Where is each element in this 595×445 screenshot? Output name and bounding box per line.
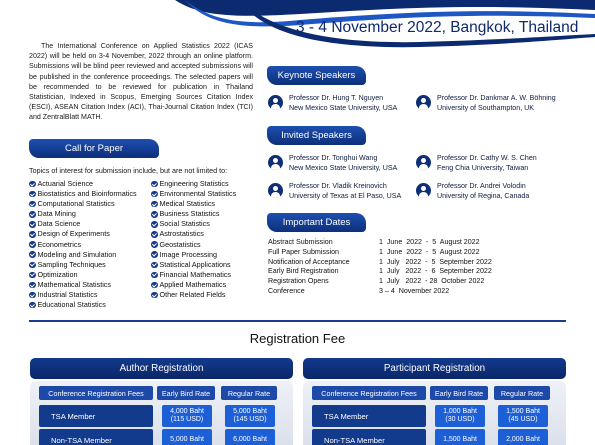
speaker-name: Professor Dr. Vladik Kreinovich xyxy=(289,182,387,190)
topic-item: Applied Mathematics xyxy=(151,280,236,290)
topic-item: Data Mining xyxy=(29,209,137,219)
check-icon xyxy=(29,231,36,238)
check-icon xyxy=(151,262,158,269)
topic-item: Actuarial Science xyxy=(29,179,137,189)
topic-item: Optimization xyxy=(29,270,137,280)
invited-speaker xyxy=(416,182,529,201)
invited-speaker xyxy=(416,154,537,173)
row-label-tsa-member: TSA Member xyxy=(312,405,426,427)
topic-item: Data Science xyxy=(29,219,137,229)
conference-date-location: 3 - 4 November 2022, Bangkok, Thailand xyxy=(296,19,579,36)
speaker-affiliation: Feng Chia University, Taiwan xyxy=(437,163,529,172)
check-icon xyxy=(29,282,36,289)
speaker-affiliation: New Mexico State University, USA xyxy=(289,163,398,172)
important-dates-table xyxy=(268,238,492,297)
person-icon xyxy=(268,155,283,170)
check-icon xyxy=(151,251,158,258)
topic-item: Sampling Techniques xyxy=(29,260,137,270)
section-divider xyxy=(29,320,566,322)
early-bird-fee: 1,000 Baht (30 USD) xyxy=(435,405,485,427)
date-row: Conference 3 – 4 November 2022 xyxy=(268,286,450,295)
speaker-affiliation: University of Regina, Canada xyxy=(437,191,530,200)
speaker-name: Professor Dr. Tonghui Wang xyxy=(289,154,378,162)
keynote-speaker xyxy=(416,94,556,113)
topic-item: Image Processing xyxy=(151,250,236,260)
check-icon xyxy=(29,201,36,208)
person-icon xyxy=(416,95,431,110)
topic-item: Business Statistics xyxy=(151,209,236,219)
topic-item: Educational Statistics xyxy=(29,300,137,310)
topic-item: Other Related Fields xyxy=(151,290,236,300)
topic-item: Environmental Statistics xyxy=(151,189,236,199)
check-icon xyxy=(151,272,158,279)
topic-item: Biostatistics and Bioinformatics xyxy=(29,189,137,199)
col-header-early-bird: Early Bird Rate xyxy=(430,386,488,400)
check-icon xyxy=(29,272,36,279)
check-icon xyxy=(29,251,36,258)
regular-fee: 2,000 Baht xyxy=(498,429,548,445)
author-fee-table xyxy=(30,381,293,445)
col-header-fees: Conference Registration Fees xyxy=(312,386,426,400)
check-icon xyxy=(151,231,158,238)
topic-item: Mathematical Statistics xyxy=(29,280,137,290)
topics-list-right xyxy=(151,179,236,300)
regular-fee: 6,000 Baht xyxy=(225,429,275,445)
early-bird-fee: 1,500 Baht xyxy=(435,429,485,445)
check-icon xyxy=(151,241,158,248)
speaker-affiliation: University of Southampton, UK xyxy=(437,103,534,112)
person-icon xyxy=(416,183,431,198)
author-registration-heading: Author Registration xyxy=(30,358,293,379)
row-label-non-tsa-member: Non-TSA Member xyxy=(312,429,426,445)
early-bird-fee: 5,000 Baht xyxy=(162,429,212,445)
speaker-affiliation: New Mexico State University, USA xyxy=(289,103,398,112)
check-icon xyxy=(151,191,158,198)
topic-item: Modeling and Simulation xyxy=(29,250,137,260)
topic-item: Computational Statistics xyxy=(29,199,137,209)
participant-registration-heading: Participant Registration xyxy=(303,358,566,379)
col-header-early-bird: Early Bird Rate xyxy=(157,386,215,400)
person-icon xyxy=(268,183,283,198)
topic-item: Medical Statistics xyxy=(151,199,236,209)
topic-item: Design of Experiments xyxy=(29,229,137,239)
speaker-name: Professor Dr. Cathy W. S. Chen xyxy=(437,154,537,162)
speaker-name: Professor Dr. Andrei Volodin xyxy=(437,182,526,190)
regular-fee: 5,000 Baht (145 USD) xyxy=(225,405,275,427)
check-icon xyxy=(151,221,158,228)
check-icon xyxy=(29,211,36,218)
invited-speakers-heading: Invited Speakers xyxy=(267,126,366,145)
date-row: Registration Opens 1 July 2022 - 28 October 2022 xyxy=(268,277,485,286)
check-icon xyxy=(29,262,36,269)
date-row: Early Bird Registration 1 July 2022 - 6 September 2022 xyxy=(268,267,492,276)
row-label-tsa-member: TSA Member xyxy=(39,405,153,427)
topic-item: Statistical Applications xyxy=(151,260,236,270)
check-icon xyxy=(29,241,36,248)
call-for-paper-heading: Call for Paper xyxy=(29,139,159,158)
intro-paragraph: The International Conference on Applied Statistics 2022 (ICAS 2022) will be held on 3-4 November, 2022 through an online platform. Submissions will be blind peer reviewed and accepted submissions will be published in the conference proceedings. The selected papers will be recommended to be reviewed for publication in Thailand Statistician, Indexed in Scopus, Emerging Sources Citation Index (ESCI), ASEAN Citation Index (ACI), Thai-Journal Citation Index (TCI) and ZentralBlatt MATH. xyxy=(29,42,253,122)
col-header-regular: Regular Rate xyxy=(221,386,277,400)
date-row: Notification of Acceptance 1 July 2022 - 5 September 2022 xyxy=(268,257,492,266)
check-icon xyxy=(151,211,158,218)
check-icon xyxy=(29,302,36,309)
date-row: Abstract Submission 1 June 2022 - 5 August 2022 xyxy=(268,238,480,246)
topic-item: Engineering Statistics xyxy=(151,179,236,189)
keynote-speaker xyxy=(268,94,397,113)
col-header-fees: Conference Registration Fees xyxy=(39,386,153,400)
check-icon xyxy=(151,282,158,289)
topic-item: Astrostatistics xyxy=(151,229,236,239)
check-icon xyxy=(29,181,36,188)
topic-item: Geostatistics xyxy=(151,240,236,250)
keynote-speakers-heading: Keynote Speakers xyxy=(267,66,366,85)
speaker-name: Professor Dr. Dankmar A. W. Böhning xyxy=(437,94,556,102)
topic-item: Financial Mathematics xyxy=(151,270,236,280)
check-icon xyxy=(151,181,158,188)
date-row: Full Paper Submission 1 June 2022 - 5 August 2022 xyxy=(268,247,480,256)
early-bird-fee: 4,000 Baht (115 USD) xyxy=(162,405,212,427)
topic-item: Social Statistics xyxy=(151,219,236,229)
check-icon xyxy=(29,191,36,198)
participant-fee-table xyxy=(303,381,566,445)
topic-item: Econometrics xyxy=(29,240,137,250)
regular-fee: 1,500 Baht (45 USD) xyxy=(498,405,548,427)
person-icon xyxy=(416,155,431,170)
invited-speaker xyxy=(268,154,397,173)
person-icon xyxy=(268,95,283,110)
check-icon xyxy=(29,292,36,299)
topics-intro: Topics of interest for submission include, but are not limited to: xyxy=(29,166,228,175)
check-icon xyxy=(151,201,158,208)
speaker-name: Professor Dr. Hung T. Nguyen xyxy=(289,94,384,102)
topic-item: Industrial Statistics xyxy=(29,290,137,300)
registration-fee-title: Registration Fee xyxy=(249,331,346,346)
row-label-non-tsa-member: Non-TSA Member xyxy=(39,429,153,445)
check-icon xyxy=(151,292,158,299)
col-header-regular: Regular Rate xyxy=(494,386,550,400)
important-dates-heading: Important Dates xyxy=(267,213,366,232)
topics-list-left xyxy=(29,179,137,310)
invited-speaker xyxy=(268,182,401,201)
speaker-affiliation: University of Texas at El Paso, USA xyxy=(289,191,402,200)
check-icon xyxy=(29,221,36,228)
